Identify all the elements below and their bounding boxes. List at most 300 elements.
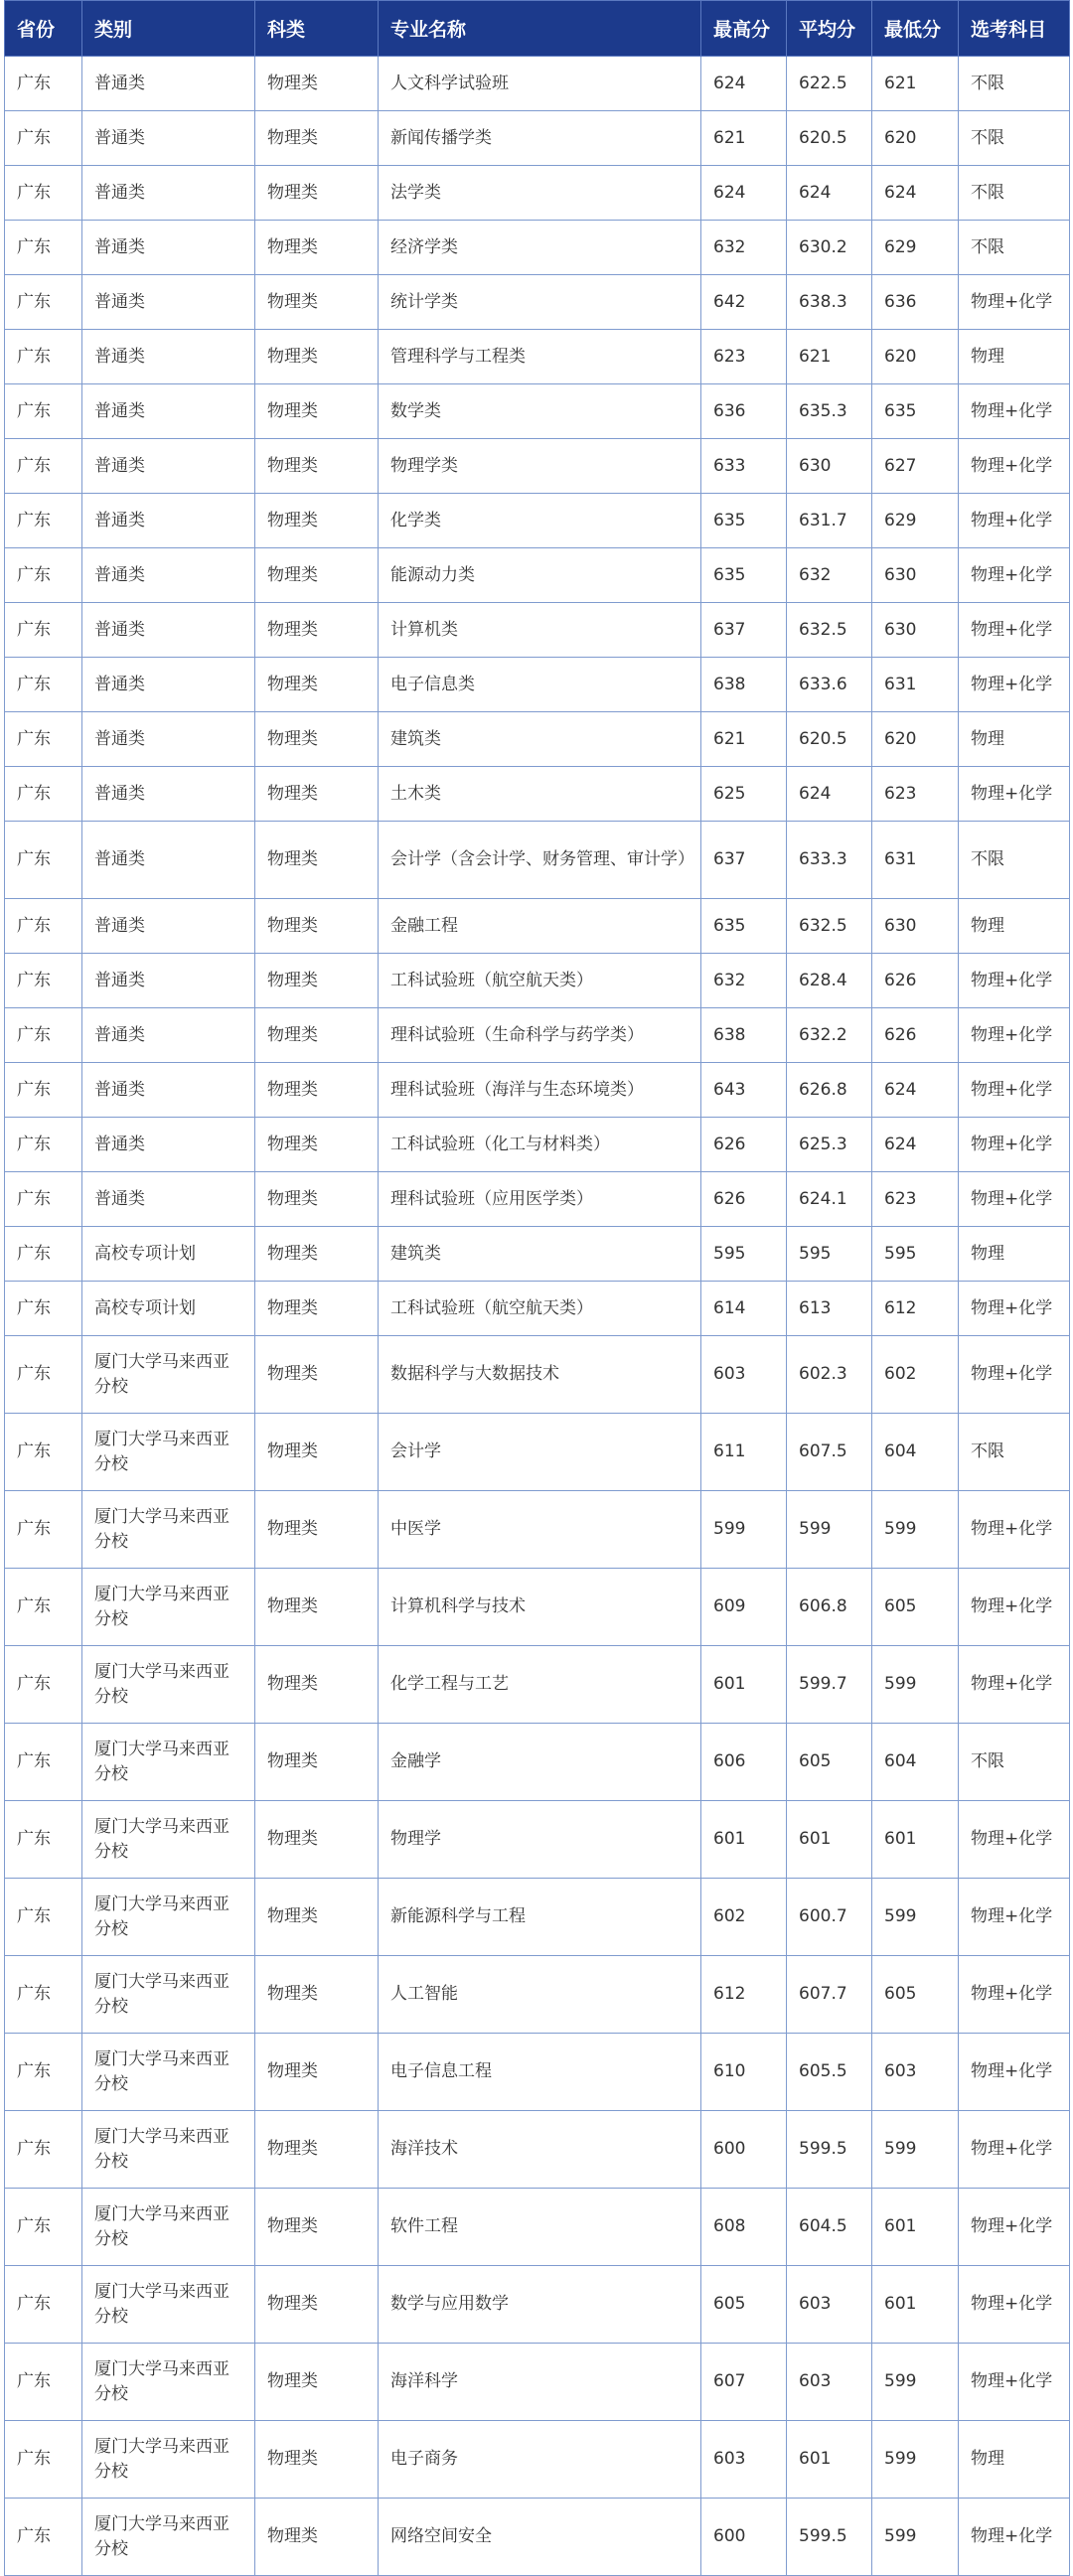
cell-required-subjects: 物理+化学 (959, 548, 1070, 603)
cell-major-name: 网络空间安全 (379, 2499, 701, 2576)
cell-min-score: 626 (872, 1008, 959, 1063)
cell-province: 广东 (5, 1491, 82, 1569)
cell-max-score: 635 (701, 899, 787, 954)
table-row (5, 1646, 1070, 1724)
cell-major-name: 能源动力类 (379, 548, 701, 603)
cell-province: 广东 (5, 2499, 82, 2576)
cell-major-name: 海洋技术 (379, 2111, 701, 2189)
cell-min-score: 601 (872, 2266, 959, 2344)
cell-major-name: 建筑类 (379, 712, 701, 767)
cell-subject-track: 物理类 (255, 899, 379, 954)
table-row (5, 166, 1070, 221)
cell-province: 广东 (5, 1414, 82, 1491)
header-required-subjects: 选考科目 (959, 1, 1070, 57)
cell-subject-track: 物理类 (255, 712, 379, 767)
cell-province: 广东 (5, 1118, 82, 1172)
cell-min-score: 631 (872, 658, 959, 712)
cell-major-name: 理科试验班（海洋与生态环境类） (379, 1063, 701, 1118)
cell-required-subjects: 物理+化学 (959, 384, 1070, 439)
cell-category: 普通类 (82, 899, 255, 954)
cell-min-score: 599 (872, 2111, 959, 2189)
table-row (5, 954, 1070, 1008)
cell-major-name: 理科试验班（应用医学类） (379, 1172, 701, 1227)
cell-major-name: 建筑类 (379, 1227, 701, 1282)
cell-subject-track: 物理类 (255, 439, 379, 494)
cell-subject-track: 物理类 (255, 494, 379, 548)
cell-required-subjects: 物理+化学 (959, 494, 1070, 548)
cell-major-name: 中医学 (379, 1491, 701, 1569)
table-row (5, 2266, 1070, 2344)
cell-min-score: 620 (872, 111, 959, 166)
cell-category: 普通类 (82, 275, 255, 330)
cell-max-score: 600 (701, 2111, 787, 2189)
cell-min-score: 620 (872, 712, 959, 767)
cell-min-score: 601 (872, 2189, 959, 2266)
cell-subject-track: 物理类 (255, 1724, 379, 1801)
cell-required-subjects: 物理+化学 (959, 1801, 1070, 1879)
table-row (5, 603, 1070, 658)
cell-province: 广东 (5, 548, 82, 603)
cell-avg-score: 603 (787, 2344, 872, 2421)
cell-subject-track: 物理类 (255, 2189, 379, 2266)
cell-subject-track: 物理类 (255, 2034, 379, 2111)
cell-category: 厦门大学马来西亚分校 (82, 1336, 255, 1414)
cell-province: 广东 (5, 1063, 82, 1118)
table-row (5, 439, 1070, 494)
cell-required-subjects: 物理+化学 (959, 767, 1070, 822)
table-row (5, 1008, 1070, 1063)
cell-max-score: 638 (701, 1008, 787, 1063)
cell-max-score: 595 (701, 1227, 787, 1282)
cell-major-name: 人工智能 (379, 1956, 701, 2034)
cell-min-score: 599 (872, 2499, 959, 2576)
cell-major-name: 化学工程与工艺 (379, 1646, 701, 1724)
header-subject-track: 科类 (255, 1, 379, 57)
cell-max-score: 635 (701, 494, 787, 548)
cell-category: 普通类 (82, 658, 255, 712)
table-row (5, 1118, 1070, 1172)
cell-required-subjects: 物理 (959, 1227, 1070, 1282)
cell-max-score: 603 (701, 2421, 787, 2499)
cell-major-name: 数学与应用数学 (379, 2266, 701, 2344)
cell-province: 广东 (5, 1646, 82, 1724)
cell-required-subjects: 物理+化学 (959, 954, 1070, 1008)
cell-max-score: 642 (701, 275, 787, 330)
cell-avg-score: 620.5 (787, 712, 872, 767)
cell-avg-score: 600.7 (787, 1879, 872, 1956)
cell-avg-score: 621 (787, 330, 872, 384)
cell-max-score: 601 (701, 1646, 787, 1724)
cell-avg-score: 630.2 (787, 221, 872, 275)
cell-avg-score: 624.1 (787, 1172, 872, 1227)
cell-avg-score: 625.3 (787, 1118, 872, 1172)
cell-avg-score: 638.3 (787, 275, 872, 330)
cell-min-score: 623 (872, 767, 959, 822)
cell-max-score: 633 (701, 439, 787, 494)
cell-min-score: 624 (872, 1118, 959, 1172)
cell-required-subjects: 物理+化学 (959, 1491, 1070, 1569)
cell-province: 广东 (5, 1879, 82, 1956)
cell-required-subjects: 物理+化学 (959, 1063, 1070, 1118)
cell-major-name: 新闻传播学类 (379, 111, 701, 166)
cell-min-score: 624 (872, 1063, 959, 1118)
cell-major-name: 新能源科学与工程 (379, 1879, 701, 1956)
cell-avg-score: 632.2 (787, 1008, 872, 1063)
cell-avg-score: 599.5 (787, 2499, 872, 2576)
cell-subject-track: 物理类 (255, 1646, 379, 1724)
cell-major-name: 电子信息类 (379, 658, 701, 712)
cell-avg-score: 599 (787, 1491, 872, 1569)
cell-category: 普通类 (82, 548, 255, 603)
cell-province: 广东 (5, 1172, 82, 1227)
cell-province: 广东 (5, 275, 82, 330)
cell-min-score: 629 (872, 494, 959, 548)
table-row (5, 712, 1070, 767)
cell-max-score: 626 (701, 1118, 787, 1172)
cell-min-score: 599 (872, 2421, 959, 2499)
cell-subject-track: 物理类 (255, 954, 379, 1008)
table-row (5, 57, 1070, 111)
cell-subject-track: 物理类 (255, 1336, 379, 1414)
cell-category: 普通类 (82, 494, 255, 548)
cell-major-name: 金融学 (379, 1724, 701, 1801)
cell-subject-track: 物理类 (255, 1569, 379, 1646)
cell-major-name: 数据科学与大数据技术 (379, 1336, 701, 1414)
table-row (5, 2034, 1070, 2111)
cell-min-score: 631 (872, 822, 959, 899)
cell-major-name: 管理科学与工程类 (379, 330, 701, 384)
table-row (5, 1282, 1070, 1336)
cell-subject-track: 物理类 (255, 221, 379, 275)
cell-max-score: 637 (701, 603, 787, 658)
cell-max-score: 600 (701, 2499, 787, 2576)
cell-province: 广东 (5, 1227, 82, 1282)
cell-category: 普通类 (82, 221, 255, 275)
cell-avg-score: 604.5 (787, 2189, 872, 2266)
cell-subject-track: 物理类 (255, 2266, 379, 2344)
cell-required-subjects: 不限 (959, 166, 1070, 221)
cell-category: 普通类 (82, 330, 255, 384)
cell-required-subjects: 物理+化学 (959, 1336, 1070, 1414)
table-row (5, 2421, 1070, 2499)
cell-category: 普通类 (82, 603, 255, 658)
cell-province: 广东 (5, 1008, 82, 1063)
cell-subject-track: 物理类 (255, 2111, 379, 2189)
cell-avg-score: 622.5 (787, 57, 872, 111)
cell-min-score: 603 (872, 2034, 959, 2111)
cell-min-score: 602 (872, 1336, 959, 1414)
cell-subject-track: 物理类 (255, 1063, 379, 1118)
cell-major-name: 物理学 (379, 1801, 701, 1879)
cell-major-name: 统计学类 (379, 275, 701, 330)
cell-avg-score: 613 (787, 1282, 872, 1336)
cell-province: 广东 (5, 1569, 82, 1646)
cell-min-score: 620 (872, 330, 959, 384)
table-header (5, 1, 1070, 57)
cell-category: 普通类 (82, 111, 255, 166)
cell-max-score: 607 (701, 2344, 787, 2421)
cell-province: 广东 (5, 57, 82, 111)
cell-province: 广东 (5, 494, 82, 548)
cell-province: 广东 (5, 1336, 82, 1414)
cell-required-subjects: 物理+化学 (959, 1956, 1070, 2034)
cell-avg-score: 631.7 (787, 494, 872, 548)
cell-required-subjects: 物理+化学 (959, 275, 1070, 330)
cell-category: 高校专项计划 (82, 1282, 255, 1336)
cell-category: 普通类 (82, 57, 255, 111)
cell-min-score: 605 (872, 1956, 959, 2034)
cell-category: 厦门大学马来西亚分校 (82, 1414, 255, 1491)
cell-province: 广东 (5, 1724, 82, 1801)
cell-required-subjects: 物理 (959, 712, 1070, 767)
cell-min-score: 627 (872, 439, 959, 494)
cell-category: 厦门大学马来西亚分校 (82, 2189, 255, 2266)
cell-min-score: 599 (872, 1646, 959, 1724)
table-row (5, 2344, 1070, 2421)
cell-required-subjects: 物理+化学 (959, 1008, 1070, 1063)
table-body (5, 57, 1070, 2576)
cell-required-subjects: 物理+化学 (959, 603, 1070, 658)
cell-min-score: 626 (872, 954, 959, 1008)
cell-required-subjects: 物理+化学 (959, 2266, 1070, 2344)
cell-min-score: 623 (872, 1172, 959, 1227)
cell-required-subjects: 物理+化学 (959, 2034, 1070, 2111)
cell-max-score: 632 (701, 954, 787, 1008)
cell-avg-score: 633.6 (787, 658, 872, 712)
cell-province: 广东 (5, 111, 82, 166)
cell-category: 厦门大学马来西亚分校 (82, 2034, 255, 2111)
cell-required-subjects: 物理+化学 (959, 2344, 1070, 2421)
header-major-name: 专业名称 (379, 1, 701, 57)
cell-avg-score: 628.4 (787, 954, 872, 1008)
cell-required-subjects: 不限 (959, 822, 1070, 899)
cell-avg-score: 626.8 (787, 1063, 872, 1118)
header-province: 省份 (5, 1, 82, 57)
cell-min-score: 605 (872, 1569, 959, 1646)
cell-major-name: 金融工程 (379, 899, 701, 954)
cell-major-name: 土木类 (379, 767, 701, 822)
cell-required-subjects: 物理+化学 (959, 2499, 1070, 2576)
table-row (5, 1956, 1070, 2034)
cell-subject-track: 物理类 (255, 1008, 379, 1063)
cell-min-score: 624 (872, 166, 959, 221)
cell-province: 广东 (5, 2111, 82, 2189)
cell-max-score: 635 (701, 548, 787, 603)
cell-subject-track: 物理类 (255, 1414, 379, 1491)
cell-subject-track: 物理类 (255, 1801, 379, 1879)
cell-province: 广东 (5, 330, 82, 384)
cell-subject-track: 物理类 (255, 1879, 379, 1956)
cell-max-score: 599 (701, 1491, 787, 1569)
cell-required-subjects: 不限 (959, 111, 1070, 166)
cell-subject-track: 物理类 (255, 1491, 379, 1569)
table-row (5, 330, 1070, 384)
cell-category: 普通类 (82, 767, 255, 822)
table-row (5, 1801, 1070, 1879)
cell-major-name: 计算机类 (379, 603, 701, 658)
cell-min-score: 630 (872, 548, 959, 603)
cell-major-name: 电子商务 (379, 2421, 701, 2499)
cell-avg-score: 632.5 (787, 603, 872, 658)
cell-min-score: 630 (872, 603, 959, 658)
table-row (5, 2189, 1070, 2266)
cell-required-subjects: 不限 (959, 57, 1070, 111)
cell-avg-score: 601 (787, 1801, 872, 1879)
cell-max-score: 643 (701, 1063, 787, 1118)
table-row (5, 1879, 1070, 1956)
cell-major-name: 会计学 (379, 1414, 701, 1491)
cell-major-name: 人文科学试验班 (379, 57, 701, 111)
cell-min-score: 599 (872, 1879, 959, 1956)
cell-required-subjects: 物理+化学 (959, 2111, 1070, 2189)
table-row (5, 548, 1070, 603)
cell-major-name: 数学类 (379, 384, 701, 439)
cell-required-subjects: 物理 (959, 330, 1070, 384)
cell-category: 厦门大学马来西亚分校 (82, 2499, 255, 2576)
cell-category: 厦门大学马来西亚分校 (82, 1491, 255, 1569)
cell-subject-track: 物理类 (255, 111, 379, 166)
header-avg-score: 平均分 (787, 1, 872, 57)
table-row (5, 1227, 1070, 1282)
cell-province: 广东 (5, 384, 82, 439)
cell-max-score: 621 (701, 712, 787, 767)
cell-avg-score: 624 (787, 166, 872, 221)
cell-max-score: 625 (701, 767, 787, 822)
cell-province: 广东 (5, 954, 82, 1008)
cell-category: 普通类 (82, 384, 255, 439)
cell-province: 广东 (5, 658, 82, 712)
cell-category: 厦门大学马来西亚分校 (82, 2344, 255, 2421)
table-row (5, 1491, 1070, 1569)
cell-max-score: 609 (701, 1569, 787, 1646)
cell-category: 厦门大学马来西亚分校 (82, 1956, 255, 2034)
cell-required-subjects: 不限 (959, 1414, 1070, 1491)
cell-max-score: 624 (701, 166, 787, 221)
cell-province: 广东 (5, 2266, 82, 2344)
cell-max-score: 621 (701, 111, 787, 166)
cell-category: 厦门大学马来西亚分校 (82, 1569, 255, 1646)
cell-min-score: 612 (872, 1282, 959, 1336)
cell-max-score: 612 (701, 1956, 787, 2034)
cell-subject-track: 物理类 (255, 603, 379, 658)
cell-max-score: 624 (701, 57, 787, 111)
cell-major-name: 化学类 (379, 494, 701, 548)
cell-category: 普通类 (82, 822, 255, 899)
cell-max-score: 632 (701, 221, 787, 275)
cell-max-score: 606 (701, 1724, 787, 1801)
cell-major-name: 工科试验班（航空航天类） (379, 954, 701, 1008)
cell-major-name: 物理学类 (379, 439, 701, 494)
cell-max-score: 626 (701, 1172, 787, 1227)
cell-avg-score: 606.8 (787, 1569, 872, 1646)
cell-min-score: 601 (872, 1801, 959, 1879)
cell-max-score: 611 (701, 1414, 787, 1491)
cell-required-subjects: 物理+化学 (959, 1646, 1070, 1724)
cell-min-score: 599 (872, 1491, 959, 1569)
cell-major-name: 软件工程 (379, 2189, 701, 2266)
cell-min-score: 629 (872, 221, 959, 275)
cell-required-subjects: 物理 (959, 899, 1070, 954)
cell-subject-track: 物理类 (255, 2421, 379, 2499)
cell-min-score: 635 (872, 384, 959, 439)
cell-max-score: 603 (701, 1336, 787, 1414)
cell-major-name: 工科试验班（航空航天类） (379, 1282, 701, 1336)
cell-category: 普通类 (82, 954, 255, 1008)
cell-category: 厦门大学马来西亚分校 (82, 2421, 255, 2499)
cell-avg-score: 607.7 (787, 1956, 872, 2034)
cell-subject-track: 物理类 (255, 57, 379, 111)
cell-subject-track: 物理类 (255, 384, 379, 439)
cell-subject-track: 物理类 (255, 330, 379, 384)
cell-required-subjects: 物理+化学 (959, 1282, 1070, 1336)
cell-province: 广东 (5, 2189, 82, 2266)
cell-province: 广东 (5, 221, 82, 275)
cell-province: 广东 (5, 1801, 82, 1879)
cell-category: 厦门大学马来西亚分校 (82, 1724, 255, 1801)
cell-category: 普通类 (82, 1008, 255, 1063)
table-row (5, 2111, 1070, 2189)
cell-subject-track: 物理类 (255, 658, 379, 712)
cell-max-score: 608 (701, 2189, 787, 2266)
header-min-score: 最低分 (872, 1, 959, 57)
cell-min-score: 621 (872, 57, 959, 111)
cell-max-score: 610 (701, 2034, 787, 2111)
cell-subject-track: 物理类 (255, 2499, 379, 2576)
cell-max-score: 638 (701, 658, 787, 712)
cell-avg-score: 599.5 (787, 2111, 872, 2189)
cell-required-subjects: 不限 (959, 1724, 1070, 1801)
cell-subject-track: 物理类 (255, 1956, 379, 2034)
cell-avg-score: 595 (787, 1227, 872, 1282)
cell-avg-score: 630 (787, 439, 872, 494)
cell-subject-track: 物理类 (255, 1118, 379, 1172)
table-row (5, 2499, 1070, 2576)
table-row (5, 1414, 1070, 1491)
cell-avg-score: 599.7 (787, 1646, 872, 1724)
table-row (5, 221, 1070, 275)
cell-category: 厦门大学马来西亚分校 (82, 2111, 255, 2189)
cell-subject-track: 物理类 (255, 1172, 379, 1227)
cell-avg-score: 607.5 (787, 1414, 872, 1491)
cell-avg-score: 624 (787, 767, 872, 822)
header-category: 类别 (82, 1, 255, 57)
cell-province: 广东 (5, 1956, 82, 2034)
cell-major-name: 法学类 (379, 166, 701, 221)
cell-category: 厦门大学马来西亚分校 (82, 1646, 255, 1724)
cell-avg-score: 602.3 (787, 1336, 872, 1414)
cell-min-score: 604 (872, 1414, 959, 1491)
cell-min-score: 636 (872, 275, 959, 330)
cell-major-name: 理科试验班（生命科学与药学类） (379, 1008, 701, 1063)
cell-category: 普通类 (82, 439, 255, 494)
table-row (5, 658, 1070, 712)
cell-province: 广东 (5, 439, 82, 494)
cell-category: 普通类 (82, 1063, 255, 1118)
table-row (5, 384, 1070, 439)
cell-avg-score: 632.5 (787, 899, 872, 954)
cell-subject-track: 物理类 (255, 2344, 379, 2421)
cell-category: 普通类 (82, 166, 255, 221)
cell-max-score: 601 (701, 1801, 787, 1879)
cell-required-subjects: 物理+化学 (959, 1172, 1070, 1227)
cell-subject-track: 物理类 (255, 548, 379, 603)
cell-max-score: 637 (701, 822, 787, 899)
cell-major-name: 经济学类 (379, 221, 701, 275)
cell-major-name: 工科试验班（化工与材料类） (379, 1118, 701, 1172)
cell-avg-score: 635.3 (787, 384, 872, 439)
cell-subject-track: 物理类 (255, 166, 379, 221)
cell-avg-score: 633.3 (787, 822, 872, 899)
